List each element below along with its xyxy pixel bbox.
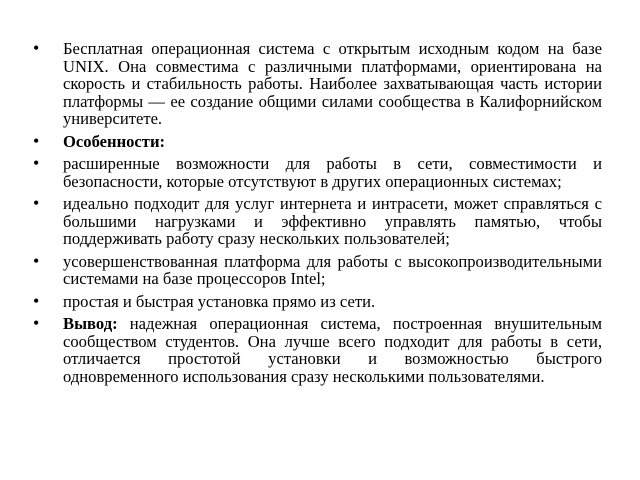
item-text: усовершенствованная платформа для работы с высокопроизводительными системами на базе процессоров Intel; xyxy=(63,251,602,288)
bullet-dot-icon: • xyxy=(33,250,40,271)
list-item xyxy=(33,290,602,311)
item-text: Бесплатная операционная система с открытым исходным кодом на базе UNIX. Она совместима с различными платформами, ориентирована на скорость и стабильность работы. Наиболее захватывающая часть истории платформы — ее создание общими силами сообщества в Калифорнийском университете. xyxy=(63,39,602,128)
section-heading: Особенности: xyxy=(63,131,166,151)
item-text: надежная операционная система, построенная внушительным сообществом студентов. Она лучше всего подходит для работы в сети, отличается простотой установки и возможностью быстрого одновременного использования сразу несколькими пользователями. xyxy=(63,314,602,386)
list-item xyxy=(33,250,602,288)
bullet-dot-icon: • xyxy=(33,290,40,311)
bullet-dot-icon: • xyxy=(33,193,40,213)
list-item xyxy=(33,195,602,248)
item-text: простая и быстрая установка прямо из сети. xyxy=(63,291,376,311)
bullet-list xyxy=(33,40,602,390)
list-item xyxy=(33,130,602,151)
bullet-dot-icon: • xyxy=(33,153,40,173)
bullet-dot-icon: • xyxy=(33,130,40,151)
bullet-dot-icon: • xyxy=(33,313,40,333)
item-text: расширенные возможности для работы в сети, совместимости и безопасности, которые отсутствуют в других операционных системах; xyxy=(63,154,602,191)
list-item xyxy=(33,315,602,385)
list-item xyxy=(33,40,602,128)
list-item xyxy=(33,155,602,190)
item-text: идеально подходит для услуг интернета и интрасети, может справляться с большими нагрузками и эффективно управлять памятью, чтобы поддерживать работу сразу нескольких пользователей; xyxy=(63,194,602,248)
bullet-dot-icon: • xyxy=(33,38,40,58)
conclusion-label: Вывод: xyxy=(63,314,118,333)
